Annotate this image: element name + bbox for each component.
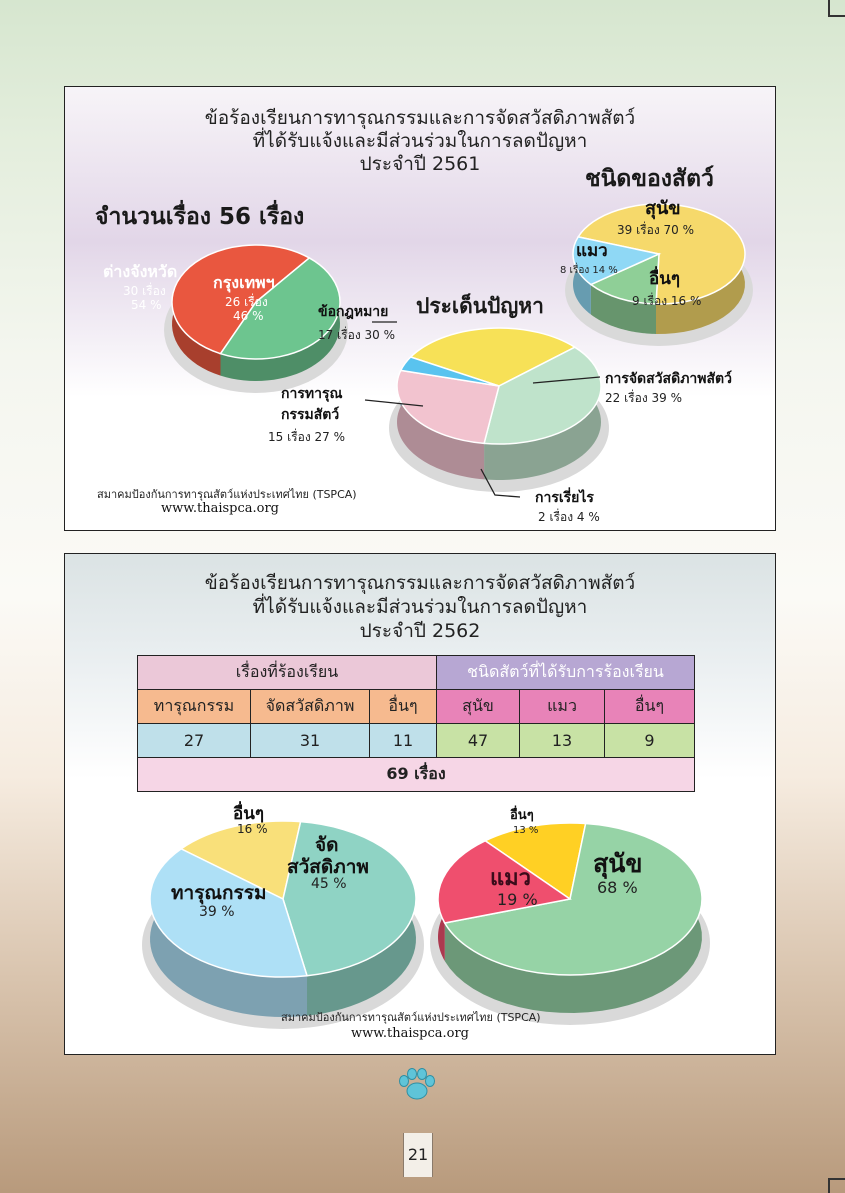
group-header-animals: ชนิดสัตว์ที่ได้รับการร้องเรียน	[437, 656, 695, 690]
label-other-animal-detail: 9 เรื่อง 16 %	[632, 294, 702, 308]
count-heading: จำนวนเรื่อง 56 เรื่อง	[95, 204, 305, 230]
label-cat: แมว	[490, 866, 532, 891]
pie-animal-2562	[430, 823, 710, 1025]
infographic-2561	[64, 86, 776, 531]
label-cruelty-detail: 15 เรื่อง 27 %	[268, 430, 345, 444]
crop-mark	[828, 1178, 830, 1193]
label-dog-detail: 39 เรื่อง 70 %	[617, 223, 694, 237]
label-cat-detail: 8 เรื่อง 14 %	[560, 265, 618, 276]
column-header: ทารุณกรรม	[138, 690, 251, 724]
chart-title-line-2: ที่ได้รับแจ้งและมีส่วนร่วมในการลดปัญหา	[252, 596, 588, 618]
crop-mark	[828, 0, 830, 16]
source-url[interactable]: www.thaispca.org	[161, 501, 279, 516]
label-dog: สุนัข	[593, 849, 643, 878]
source-url[interactable]: www.thaispca.org	[351, 1026, 469, 1041]
source-credit: สมาคมป้องกันการทารุณสัตว์แห่งประเทศไทย (TSPCA)	[97, 488, 357, 501]
label-cat-pct: 19 %	[497, 890, 538, 909]
label-dog: สุนัข	[645, 198, 681, 219]
issue-heading: ประเด็นปัญหา	[416, 294, 544, 318]
complaints-table	[137, 655, 695, 792]
column-header: อื่นๆ	[605, 690, 695, 724]
chart-title-line-3: ประจำปี 2562	[359, 620, 481, 642]
label-cruelty-pct: 39 %	[199, 904, 235, 920]
chart-title-line-1: ข้อร้องเรียนการทารุณกรรมและการจัดสวัสดิภาพสัตว์	[204, 107, 636, 129]
table-cell: 31	[251, 724, 370, 758]
infographic-2562	[64, 553, 776, 1055]
crop-mark	[828, 1178, 845, 1180]
table-row	[138, 724, 695, 758]
table-cell: 11	[370, 724, 437, 758]
group-header-complaints: เรื่องที่ร้องเรียน	[138, 656, 437, 690]
crop-mark	[828, 15, 845, 17]
label-other-issue: อื่นๆ	[233, 804, 264, 824]
label-welfare-detail: 22 เรื่อง 39 %	[605, 391, 682, 405]
column-header: สุนัข	[437, 690, 520, 724]
label-cruelty: การทารุณ	[281, 386, 343, 402]
chart-title-line-3: ประจำปี 2561	[359, 153, 481, 175]
label-province-count: 30 เรื่อง	[123, 284, 166, 298]
label-fundraise-detail: 2 เรื่อง 4 %	[538, 510, 600, 524]
label-cruelty: ทารุณกรรม	[171, 882, 267, 904]
column-header: อื่นๆ	[370, 690, 437, 724]
label-welfare: การจัดสวัสดิภาพสัตว์	[605, 371, 733, 387]
label-law-detail: 17 เรื่อง 30 %	[318, 328, 395, 342]
column-header: แมว	[520, 690, 605, 724]
label-welfare-pct: 45 %	[311, 876, 347, 892]
label-fundraise: การเรี่ยไร	[535, 490, 594, 506]
pie-issue-2561	[389, 328, 609, 492]
pie-issue-2562	[142, 821, 424, 1029]
label-cat: แมว	[576, 241, 608, 261]
table-total-row	[138, 758, 695, 792]
table-cell: 13	[520, 724, 605, 758]
label-cruelty-2: กรรมสัตว์	[281, 407, 340, 423]
table-total: 69 เรื่อง	[138, 758, 695, 792]
label-law: ข้อกฎหมาย	[318, 304, 389, 320]
label-other-animal: อื่นๆ	[510, 808, 534, 823]
table-column-row	[138, 690, 695, 724]
label-welfare-2: สวัสดิภาพ	[287, 856, 369, 878]
table-cell: 9	[605, 724, 695, 758]
label-welfare: จัด	[315, 834, 339, 856]
table-header-group-row	[138, 656, 695, 690]
label-bangkok-count: 26 เรื่อง	[225, 295, 268, 309]
source-credit: สมาคมป้องกันการทารุณสัตว์แห่งประเทศไทย (TSPCA)	[281, 1011, 541, 1024]
column-header: จัดสวัสดิภาพ	[251, 690, 370, 724]
table-cell: 27	[138, 724, 251, 758]
chart-title-line-1: ข้อร้องเรียนการทารุณกรรมและการจัดสวัสดิภาพสัตว์	[204, 572, 636, 594]
chart-title-line-2: ที่ได้รับแจ้งและมีส่วนร่วมในการลดปัญหา	[252, 130, 588, 152]
label-province-pct: 54 %	[131, 298, 162, 312]
table-cell: 47	[437, 724, 520, 758]
label-bangkok: กรุงเทพฯ	[213, 273, 275, 292]
label-bangkok-pct: 46 %	[233, 309, 264, 323]
label-other-animal: อื่นๆ	[649, 269, 680, 289]
label-province: ต่างจังหวัด	[103, 262, 178, 281]
label-other-animal-pct: 13 %	[513, 825, 539, 836]
animal-heading: ชนิดของสัตว์	[585, 166, 714, 192]
paw-print-icon	[397, 1068, 437, 1104]
page-number: 21	[403, 1133, 433, 1177]
label-dog-pct: 68 %	[597, 878, 638, 897]
label-other-issue-pct: 16 %	[237, 822, 268, 836]
